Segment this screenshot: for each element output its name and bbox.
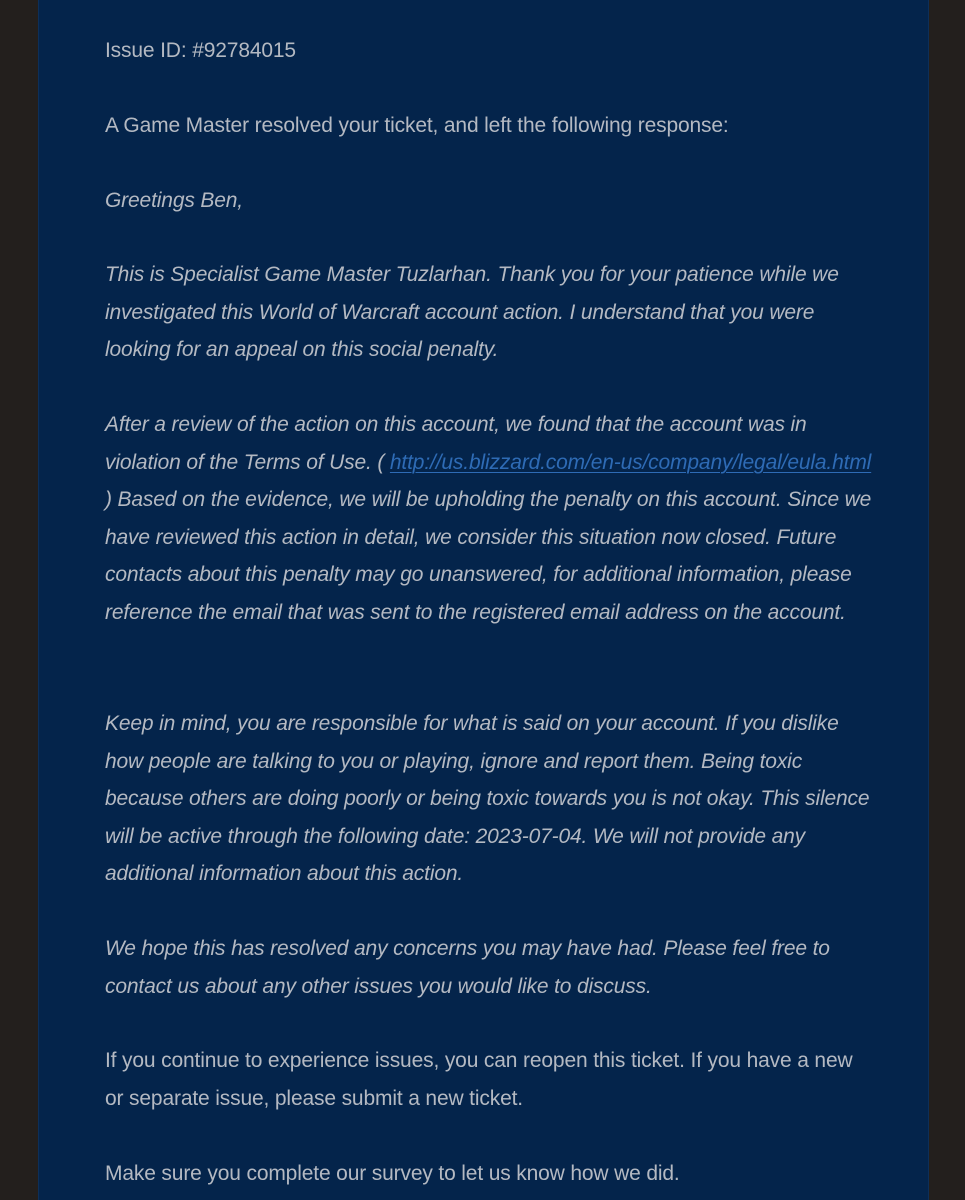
review-text-after-link: ) Based on the evidence, we will be upholding the penalty on this account. Since we have reviewed this action in detail, we consider this situation now closed. Future contacts about this penalty may go unanswered, for additional information, please reference the email that was sent to the registered email address on the account.: [105, 488, 872, 624]
gm-paragraph-intro: This is Specialist Game Master Tuzlarhan. Thank you for your patience while we investigated this World of Warcraft account action. I understand that you were looking for an appeal on this social penalty.: [105, 263, 839, 361]
gm-greeting: Greetings Ben,: [105, 189, 243, 212]
gm-paragraph-closing: We hope this has resolved any concerns you may have had. Please feel free to contact us about any other issues you would like to discuss.: [105, 937, 830, 998]
resolution-intro: A Game Master resolved your ticket, and left the following response:: [105, 114, 729, 137]
issue-id: Issue ID: #92784015: [105, 39, 296, 62]
gm-paragraph-review: [105, 406, 875, 631]
eula-link[interactable]: http://us.blizzard.com/en-us/company/legal/eula.html: [389, 450, 872, 474]
review-text-before-link: After a review of the action on this account, we found that the account was in violation of the Terms of Use. (: [105, 413, 807, 474]
survey-note: Make sure you complete our survey to let us know how we did.: [105, 1162, 680, 1185]
reopen-ticket-note: If you continue to experience issues, you can reopen this ticket. If you have a new or separate issue, please submit a new ticket.: [105, 1049, 853, 1110]
ticket-response-panel: [38, 0, 929, 1200]
gm-paragraph-responsibility: Keep in mind, you are responsible for what is said on your account. If you dislike how people are talking to you or playing, ignore and report them. Being toxic because others are doing poorly or being toxic towards you is not okay. This silence will be active through the following date: 2023-07-04. We will not provide any additional information about this action.: [105, 712, 870, 885]
